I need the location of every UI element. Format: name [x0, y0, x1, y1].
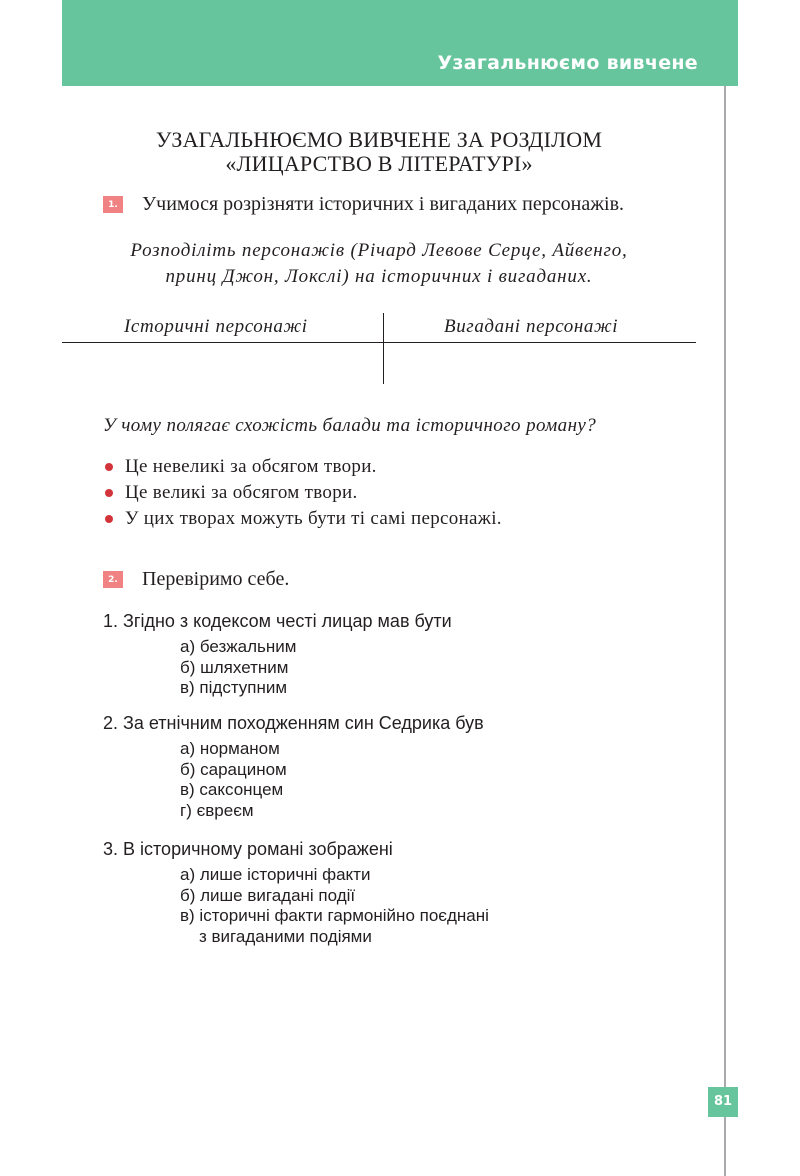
page-title-line-1: УЗАГАЛЬНЮЄМО ВИВЧЕНЕ ЗА РОЗДІЛОМ	[155, 127, 603, 152]
quiz-question-2	[103, 712, 484, 821]
instruction-line-2: принц Джон, Локслі) на історичних і вигаданих.	[165, 266, 593, 287]
table-vertical-rule	[383, 313, 384, 384]
task-1-text: Учимося розрізняти історичних і вигаданих персонажів.	[142, 193, 625, 215]
page-title	[62, 128, 696, 176]
page-number: 81	[708, 1087, 738, 1117]
answer-item: а) лише історичні факти	[180, 865, 371, 884]
question-answers	[180, 739, 484, 821]
table-header-historical: Історичні персонажі	[124, 316, 308, 337]
task-1-instruction	[62, 238, 696, 290]
similarity-question: У чому полягає схожість балади та історичного роману?	[103, 415, 597, 436]
bullet-icon	[105, 489, 113, 497]
answer-item: а) безжальним	[180, 637, 297, 656]
question-stem: 3. В історичному романі зображені	[103, 839, 393, 859]
section-header-band	[62, 0, 738, 86]
option-item: Це невеликі за обсягом твори.	[105, 454, 502, 480]
option-item: У цих творах можуть бути ті самі персонажі.	[105, 506, 502, 532]
quiz-question-1	[103, 610, 452, 699]
task-1-heading	[103, 193, 624, 216]
answer-item: г) євреєм	[180, 800, 254, 820]
answer-item: а) норманом	[180, 739, 280, 758]
section-header-label: Узагальнюємо вивчене	[437, 52, 698, 74]
instruction-line-1: Розподіліть персонажів (Річард Левове Серце, Айвенго,	[130, 240, 628, 261]
table-horizontal-rule	[62, 342, 696, 343]
task-1-number-badge: 1.	[103, 196, 123, 213]
question-answers	[180, 865, 489, 947]
option-item: Це великі за обсягом твори.	[105, 480, 502, 506]
answer-item: в) історичні факти гармонійно поєднані	[180, 906, 489, 925]
quiz-question-3	[103, 838, 489, 947]
task-2-text: Перевіримо себе.	[142, 568, 290, 590]
answer-item: в) саксонцем	[180, 780, 284, 799]
task-2-number-badge: 2.	[103, 571, 123, 588]
answer-item: б) лише вигадані події	[180, 885, 356, 905]
question-stem: 2. За етнічним походженням син Седрика був	[103, 713, 484, 733]
question-stem: 1. Згідно з кодексом честі лицар мав бути	[103, 611, 452, 631]
bullet-icon	[105, 515, 113, 523]
answer-options	[105, 454, 502, 532]
page-title-line-2: «ЛИЦАРСТВО В ЛІТЕРАТУРІ»	[225, 151, 533, 176]
bullet-icon	[105, 463, 113, 471]
task-2-heading	[103, 568, 289, 591]
answer-item: б) шляхетним	[180, 657, 289, 677]
question-answers	[180, 637, 452, 699]
answer-item-continuation: з вигаданими подіями	[199, 926, 372, 946]
answer-item: в) підступним	[180, 678, 288, 697]
margin-rule	[724, 86, 726, 1176]
answer-item: б) сарацином	[180, 759, 287, 779]
table-header-fictional: Вигадані персонажі	[444, 316, 619, 337]
